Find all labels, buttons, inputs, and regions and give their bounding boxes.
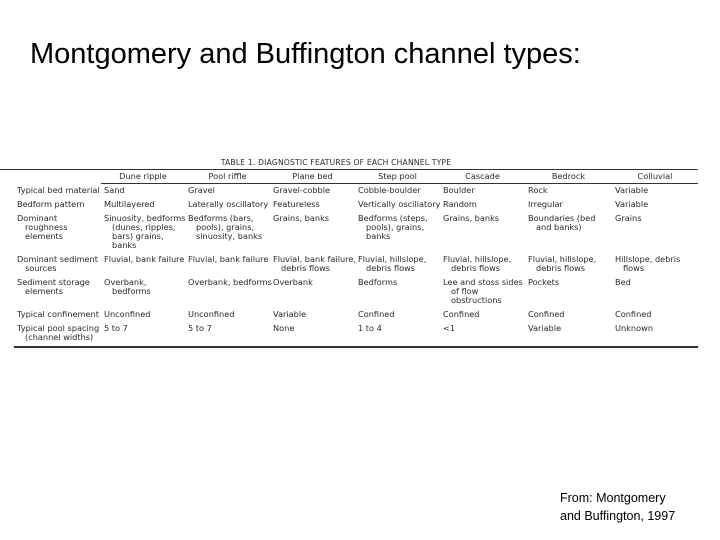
table-row — [14, 253, 698, 276]
row-header-cell — [14, 253, 101, 276]
table-cell-text: bars) grains, — [112, 231, 164, 241]
table-cell — [185, 276, 270, 308]
table-cell-text: 5 to 7 — [188, 323, 212, 333]
table-cell — [355, 322, 440, 345]
column-header-colluvial: Colluvial — [612, 170, 698, 184]
table-cell-text: Overbank, — [104, 277, 147, 287]
table-row — [14, 212, 698, 253]
table-cell-text: Overbank, bedforms — [188, 277, 272, 287]
source-citation-line: From: Montgomery — [560, 491, 666, 505]
table-cell-text: Unconfined — [188, 309, 235, 319]
table-cell-text: Boundaries (bed — [528, 213, 596, 223]
table-cell-text: Irregular — [528, 199, 563, 209]
table-cell — [270, 253, 355, 276]
table-row — [14, 276, 698, 308]
table-cell-text: banks — [366, 231, 391, 241]
table-cell-text: banks — [112, 240, 137, 250]
table-cell — [185, 253, 270, 276]
table-cell-text: and banks) — [536, 222, 582, 232]
table-cell-text: Fluvial, hillslope, — [358, 254, 427, 264]
table-cell — [525, 308, 612, 322]
table-cell — [525, 198, 612, 212]
table-row — [14, 308, 698, 322]
table-cell — [525, 276, 612, 308]
table-cell-text: Confined — [615, 309, 652, 319]
table-cell-text: Fluvial, hillslope, — [443, 254, 512, 264]
table-cell — [355, 184, 440, 199]
table-cell-text: Variable — [273, 309, 307, 319]
table-cell-text: Gravel-cobble — [273, 185, 331, 195]
table-cell — [612, 276, 698, 308]
table-cell — [185, 198, 270, 212]
table-cell-text: Hillslope, debris — [615, 254, 681, 264]
table-cell-text: 5 to 7 — [104, 323, 128, 333]
table-cell — [185, 308, 270, 322]
table-cell-text: Sinuosity, bedforms — [104, 213, 186, 223]
table-cell-text: pools), grains, — [366, 222, 425, 232]
table-cell — [185, 322, 270, 345]
table-cell-text: None — [273, 323, 295, 333]
row-header-cell — [14, 322, 101, 345]
row-header-text: sources — [25, 263, 57, 273]
table-cell — [525, 184, 612, 199]
table-cell — [612, 253, 698, 276]
row-header-text: Sediment storage — [17, 277, 90, 287]
table-cell — [440, 212, 525, 253]
table-cell-text: 1 to 4 — [358, 323, 382, 333]
table-cell — [355, 276, 440, 308]
table-cell-text: Bed — [615, 277, 631, 287]
table-cell-text: Unknown — [615, 323, 654, 333]
table-cell — [440, 253, 525, 276]
table-cell-text: debris flows — [366, 263, 416, 273]
table-cell-text: Fluvial, hillslope, — [528, 254, 597, 264]
diagnostic-features-table — [14, 157, 698, 348]
table-cell-text: bedforms — [112, 286, 151, 296]
table-cell — [355, 253, 440, 276]
column-header-cascade: Cascade — [440, 170, 525, 184]
table-cell — [101, 308, 185, 322]
table-cell-text: Unconfined — [104, 309, 151, 319]
source-citation-line: and Buffington, 1997 — [560, 509, 676, 523]
table-cell-text: debris flows — [281, 263, 331, 273]
column-header-bedrock: Bedrock — [525, 170, 612, 184]
table-cell — [440, 276, 525, 308]
table-cell — [525, 212, 612, 253]
row-header-cell — [14, 276, 101, 308]
table-cell-text: flows — [623, 263, 645, 273]
table-cell — [270, 198, 355, 212]
table-cell-text: Lee and stoss sides — [443, 277, 523, 287]
table-row — [14, 322, 698, 345]
table-cell-text: Overbank — [273, 277, 313, 287]
row-header-text: Dominant sediment — [17, 254, 98, 264]
table-cell-text: debris flows — [451, 263, 501, 273]
table-cell-text: Grains, banks — [273, 213, 330, 223]
table-cell-text: Vertically oscillatory — [358, 199, 441, 209]
table-cell-text: Sand — [104, 185, 125, 195]
table-cell-text: sinuosity, banks — [196, 231, 263, 241]
row-header-text: (channel widths) — [25, 332, 94, 342]
row-header-text: Typical pool spacing — [17, 323, 100, 333]
table-cell — [355, 308, 440, 322]
channel-type-table — [14, 170, 698, 345]
table-body — [14, 184, 698, 346]
table-cell — [612, 198, 698, 212]
row-header-cell — [14, 198, 101, 212]
table-corner-cell — [14, 170, 101, 184]
row-header-text: elements — [25, 231, 64, 241]
table-cell-text: Laterally oscillatory — [188, 199, 269, 209]
table-cell-text: Variable — [615, 185, 649, 195]
row-header-text: roughness — [25, 222, 68, 232]
table-cell — [101, 184, 185, 199]
table-cell — [101, 253, 185, 276]
source-citation — [560, 489, 710, 525]
table-cell-text: (dunes, ripples, — [112, 222, 176, 232]
column-header-plane-bed: Plane bed — [270, 170, 355, 184]
table-cell-text: Fluvial, bank failure — [188, 254, 269, 264]
table-cell-text: Featureless — [273, 199, 320, 209]
table-cell — [525, 253, 612, 276]
table-cell — [270, 212, 355, 253]
column-header-step-pool: Step pool — [355, 170, 440, 184]
table-cell-text: Confined — [528, 309, 565, 319]
table-cell — [101, 212, 185, 253]
table-cell — [101, 198, 185, 212]
table-header-row — [14, 170, 698, 184]
row-header-text: Typical confinement — [17, 309, 99, 319]
table-caption: TABLE 1. DIAGNOSTIC FEATURES OF EACH CHANNEL TYPE — [0, 157, 698, 170]
table-cell-text: Fluvial, bank failure, — [273, 254, 357, 264]
table-cell — [355, 212, 440, 253]
table-cell — [185, 184, 270, 199]
table-cell — [440, 184, 525, 199]
table-cell-text: Variable — [528, 323, 562, 333]
table-cell — [612, 308, 698, 322]
table-cell-text: Variable — [615, 199, 649, 209]
table-cell — [270, 184, 355, 199]
table-cell-text: <1 — [443, 323, 456, 333]
table-cell-text: Multilayered — [104, 199, 155, 209]
table-cell — [612, 322, 698, 345]
row-header-text: elements — [25, 286, 64, 296]
table-cell — [440, 198, 525, 212]
row-header-text: Typical bed material — [17, 184, 100, 195]
table-row — [14, 184, 698, 199]
table-cell-text: obstructions — [451, 295, 502, 305]
table-cell-text: Random — [443, 199, 477, 209]
table-cell-text: Boulder — [443, 185, 475, 195]
table-cell-text: Confined — [443, 309, 480, 319]
table-cell-text: Bedforms (steps, — [358, 213, 428, 223]
table-cell-text: Bedforms — [358, 277, 398, 287]
table-cell — [185, 212, 270, 253]
row-header-text: Dominant — [17, 213, 58, 223]
table-cell-text: Bedforms (bars, — [188, 213, 254, 223]
row-header-text: Bedform pattern — [17, 199, 85, 209]
table-cell — [612, 212, 698, 253]
table-row — [14, 198, 698, 212]
table-cell-text: debris flows — [536, 263, 586, 273]
table-cell — [440, 322, 525, 345]
table-cell-text: of flow — [451, 286, 479, 296]
table-cell — [355, 198, 440, 212]
table-cell — [270, 276, 355, 308]
column-header-dune-ripple: Dune ripple — [101, 170, 185, 184]
table-cell-text: pools), grains, — [196, 222, 255, 232]
table-cell — [270, 308, 355, 322]
table-cell-text: Cobble-boulder — [358, 185, 421, 195]
table-cell-text: Pockets — [528, 277, 560, 287]
table-cell — [525, 322, 612, 345]
table-cell — [440, 308, 525, 322]
row-header-cell — [14, 212, 101, 253]
column-header-pool-riffle: Pool riffle — [185, 170, 270, 184]
table-cell-text: Rock — [528, 185, 548, 195]
table-cell — [101, 276, 185, 308]
table-cell — [101, 322, 185, 345]
table-cell — [612, 184, 698, 199]
table-cell-text: Grains, banks — [443, 213, 500, 223]
table-cell-text: Gravel — [188, 185, 215, 195]
slide-title: Montgomery and Buffington channel types: — [30, 38, 581, 70]
table-cell-text: Grains — [615, 213, 642, 223]
table-cell — [270, 322, 355, 345]
row-header-cell — [14, 308, 101, 322]
table-bottom-rule — [14, 346, 698, 348]
row-header-cell — [14, 184, 101, 199]
table-cell-text: Fluvial, bank failure — [104, 254, 185, 264]
table-cell-text: Confined — [358, 309, 395, 319]
